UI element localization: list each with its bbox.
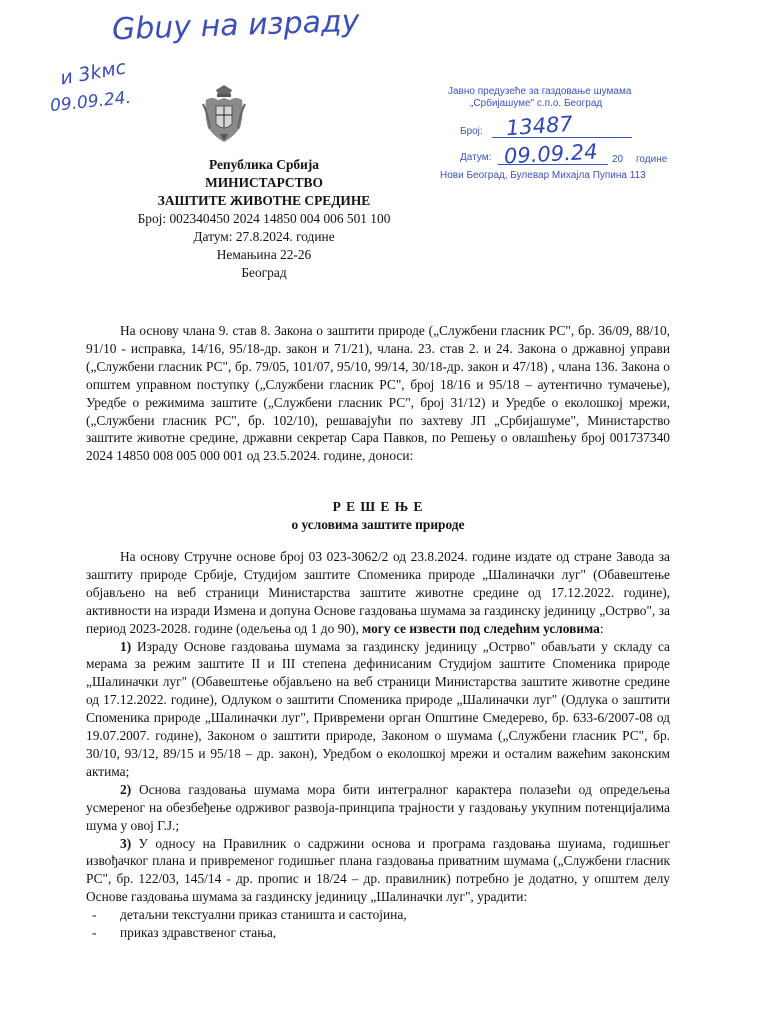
header-datum: Датум: 27.8.2024. године xyxy=(193,229,335,244)
stamp-address: Нови Београд, Булевар Михајла Пупина 113 xyxy=(440,170,646,181)
header-country: Република Србија xyxy=(208,157,319,172)
bullet-text: приказ здравственог стања, xyxy=(120,925,277,941)
stamp-broj-value: 13487 xyxy=(505,111,574,141)
decision-subtitle xyxy=(86,516,670,534)
header-address: Немањина 22-26 xyxy=(216,247,312,262)
stamp-datum-label: Датум: xyxy=(460,152,492,163)
header-ministry: МИНИСТАРСТВО xyxy=(205,175,323,190)
bullet-item xyxy=(86,906,670,924)
bullet-dash: - xyxy=(92,925,97,941)
header-broj: Број: 002340450 2024 14850 004 006 501 100 xyxy=(137,211,391,226)
header-city: Београд xyxy=(241,265,287,280)
condition-number: 2) xyxy=(120,781,132,797)
condition-item-3 xyxy=(86,835,670,907)
handwritten-note-left-2: 09.09.24. xyxy=(49,87,132,117)
decision-title-text: Р Е Ш Е Њ Е xyxy=(332,499,424,514)
intro-paragraph xyxy=(86,548,670,638)
stamp-year-prefix: 20 xyxy=(612,154,624,165)
bullet-text: детаљни текстуални приказ станишта и састојина, xyxy=(120,907,407,923)
preamble-paragraph xyxy=(86,322,670,465)
coat-of-arms-icon xyxy=(202,84,246,144)
decision-subtitle-text: о условима заштите природе xyxy=(291,517,465,532)
bullet-dash: - xyxy=(92,907,97,923)
receipt-stamp xyxy=(440,84,690,194)
condition-text: Израду Основе газдовања шумама за газдинску јединицу „Острво" обављати у складу са мерама за режим заштите II и III степена дефинисаним Студијом заштите Споменика природе „Шалиначки луг" (Обавештење објављено на веб страници Министарства заштите животне средине од 17.12.2022. године), Одлуком о заштити Споменика природе „Шалиначки луг" (Одлука о заштити Споменика природе „Шалиначки луг", Привремени орган Општине Смедерево, бр. 633-6/2007-08 од 19.07.2007. године), Законом о заштити природе, Законом о шумама („Службени гласник РС", бр. 30/10, 93/12, 89/15 и 95/18 – др. закон), Уредбом о еколошкој мрежи и осталим важећим законским актима; xyxy=(86,638,670,779)
stamp-line-1: Јавно предузеће за газдовање шумама xyxy=(448,86,632,97)
condition-text: У односу на Правилник о садржини основа и програма газдовања шуиама, годишњег извођачког плана и привременог годишњег плана газдовања приватним шумама („Службени гласник РС", бр. 122/03, 145/14 - др. пропис и 18/24 – др. правилник) потребно је додатно, у општем делу Основе газдовања шумама за газдинску јединицу „Шалиначки луг", урадити: xyxy=(86,835,670,905)
preamble-text: На основу члана 9. став 8. Закона о заштити природе („Службени гласник РС", бр. 36/09, 88/10, 91/10 - исправка, 14/16, 95/18-др. закон и 71/21), члана. 23. став 2. и 24. Закона о државној управи („Службени гласник РС", бр. 79/05, 101/07, 95/10, 99/14, 30/18-др. закон и 47/18) , члана 136. Закона о општем управном поступку („Службени гласник РС", број 18/16 и 95/18 – аутентично тумачење), Уредбе о режимима заштите („Службени гласник РС", број 31/12) и Уредбе о еколошкој мрежи, („Службени гласник РС", бр. 102/10), решавајући по захтеву ЈП „Србијашуме", Министарство заштите животне средине, државни секретар Сара Павков, по Решењу о овлашћењу број 001737340 2024 14850 008 005 000 001 од 23.5.2024. године, доноси: xyxy=(86,323,670,464)
header-ministry-name: ЗАШТИТЕ ЖИВОТНЕ СРЕДИНЕ xyxy=(157,193,371,208)
stamp-broj-label: Број: xyxy=(460,126,483,137)
stamp-line-2: „Србијашуме" с.п.о. Београд xyxy=(470,98,603,109)
intro-bold: могу се извести под следећим условима xyxy=(362,620,600,636)
condition-item-1 xyxy=(86,638,670,781)
handwritten-note-left-1: и 3kмс xyxy=(58,56,128,90)
decision-body xyxy=(86,548,670,942)
intro-text: На основу Стручне основе број 03 023-3062/2 од 23.8.2024. године издате од стране Завода за заштиту природе Србије, Студијом заштите Споменика природе „Шалиначки луг" (Обавештење објављено на веб страници Министарства заштите животне средине од 17.12.2022. године), активности на изради Измена и допуна Основе газдовања шумама за газдинску јединицу „Острво", за период 2023-2028. године (одељења од 1 до 90), xyxy=(86,549,670,636)
stamp-datum-value: 09.09.24 xyxy=(503,139,599,169)
handwritten-note-top: Gbuy на израду xyxy=(111,3,361,48)
stamp-godine: године xyxy=(636,154,668,165)
condition-number: 1) xyxy=(120,638,132,654)
condition-item-2 xyxy=(86,781,670,835)
intro-end: : xyxy=(599,620,604,636)
condition-text: Основа газдовања шумама мора бити интегралног карактера полазећи од опредељења усмереног на обезбеђење одрживог развоја-принципа трајности у газдовању укупним потенцијалима шума у овој Г.Ј.; xyxy=(86,781,670,833)
decision-title xyxy=(86,498,670,516)
bullet-item xyxy=(86,924,670,942)
condition-number: 3) xyxy=(120,835,132,851)
